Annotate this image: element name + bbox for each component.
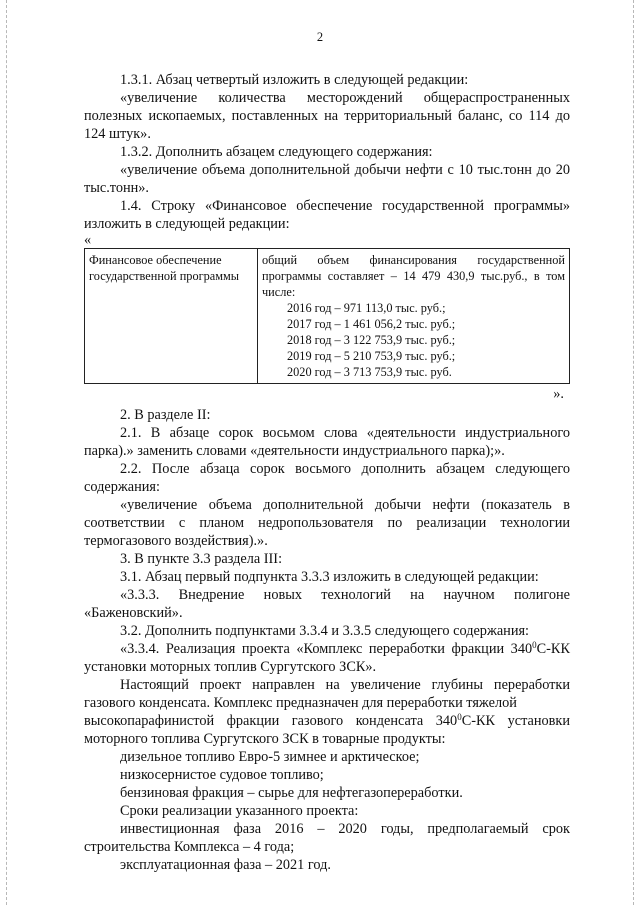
financing-year-2017: 2017 год – 1 461 056,2 тыс. руб.; [287, 317, 456, 331]
paragraph-quote-thermogas: «увеличение объема дополнительной добычи нефти (показатель в соответствии с планом недропользователя по реализации технологии термогазового воздействия).». [84, 497, 570, 549]
text-3-3-4-end: С-КК установки моторных топлив Сургутского ЗСК». [84, 641, 570, 675]
paragraph-quote-3-3-3: «3.3.3. Внедрение новых технологий на научном полигоне «Баженовский». [84, 587, 570, 621]
product-diesel: дизельное топливо Евро-5 зимнее и арктическое; [120, 749, 420, 765]
page-number: 2 [316, 30, 324, 44]
page-edge-right [633, 0, 634, 905]
quote-open-mark: « [84, 232, 92, 248]
paragraph-1-3-1: 1.3.1. Абзац четвертый изложить в следующей редакции: [120, 72, 469, 88]
degree-superscript: 0 [532, 640, 537, 650]
paragraph-2-1: 2.1. В абзаце сорок восьмом слова «деятельности индустриального парка).» заменить словами «деятельности индустриального парка);». [84, 425, 570, 459]
paragraph-operation-phase: эксплуатационная фаза – 2021 год. [120, 857, 331, 873]
product-gasoline: бензиновая фракция – сырье для нефтегазопереработки. [120, 785, 463, 801]
document-body [84, 71, 570, 874]
text-fraction-end: С-КК установки моторного топлива Сургутского ЗСК в товарные продукты: [84, 713, 570, 747]
paragraph-2: 2. В разделе II: [120, 407, 211, 423]
paragraph-3-1: 3.1. Абзац первый подпункта 3.3.3 изложить в следующей редакции: [120, 569, 539, 585]
financing-label-cell: Финансовое обеспечение государственной программы [85, 249, 258, 384]
financing-value-cell [258, 249, 570, 384]
paragraph-2-2: 2.2. После абзаца сорок восьмого дополнить абзацем следующего содержания: [84, 461, 570, 495]
financing-table [84, 248, 570, 384]
paragraph-fraction [84, 712, 570, 748]
paragraph-investment-phase: инвестиционная фаза 2016 – 2020 годы, предполагаемый срок строительства Комплекса – 4 года; [84, 821, 570, 855]
paragraph-3-2: 3.2. Дополнить подпунктами 3.3.4 и 3.3.5 следующего содержания: [120, 623, 530, 639]
financing-intro: общий объем финансирования государственной программы составляет – 14 479 430,9 тыс.руб., в том числе: [262, 253, 565, 299]
paragraph-1-3-2: 1.3.2. Дополнить абзацем следующего содержания: [120, 144, 433, 160]
financing-year-2016: 2016 год – 971 113,0 тыс. руб.; [287, 301, 446, 315]
financing-year-2020: 2020 год – 3 713 753,9 тыс. руб. [287, 365, 452, 379]
paragraph-quote-3-3-4 [84, 640, 570, 676]
paragraph-quote-oil: «увеличение объема дополнительной добычи нефти с 10 тыс.тонн до 20 тыс.тонн». [84, 162, 570, 196]
text-fraction-start: высокопарафинистой фракции газового конденсата 340 [84, 713, 458, 729]
degree-superscript: 0 [457, 712, 462, 722]
text-3-3-4-start: «3.3.4. Реализация проекта «Комплекс переработки фракции 340 [120, 641, 533, 657]
paragraph-timeline: Сроки реализации указанного проекта: [120, 803, 359, 819]
paragraph-3: 3. В пункте 3.3 раздела III: [120, 551, 283, 567]
page-edge-left [6, 0, 7, 905]
table-row [85, 249, 570, 384]
paragraph-project-goal: Настоящий проект направлен на увеличение глубины переработки газового конденсата. Комплекс предназначен для переработки тяжелой [84, 677, 570, 711]
paragraph-quote-deposits: «увеличение количества месторождений общераспространенных полезных ископаемых, поставленных на территориальный баланс, со 114 до 124 штук». [84, 90, 570, 142]
paragraph-1-4: 1.4. Строку «Финансовое обеспечение государственной программы» изложить в следующей редакции: [84, 198, 570, 232]
quote-close-mark: ». [553, 386, 564, 402]
financing-year-2018: 2018 год – 3 122 753,9 тыс. руб.; [287, 333, 456, 347]
financing-year-2019: 2019 год – 5 210 753,9 тыс. руб.; [287, 349, 456, 363]
product-marine-fuel: низкосернистое судовое топливо; [120, 767, 324, 783]
